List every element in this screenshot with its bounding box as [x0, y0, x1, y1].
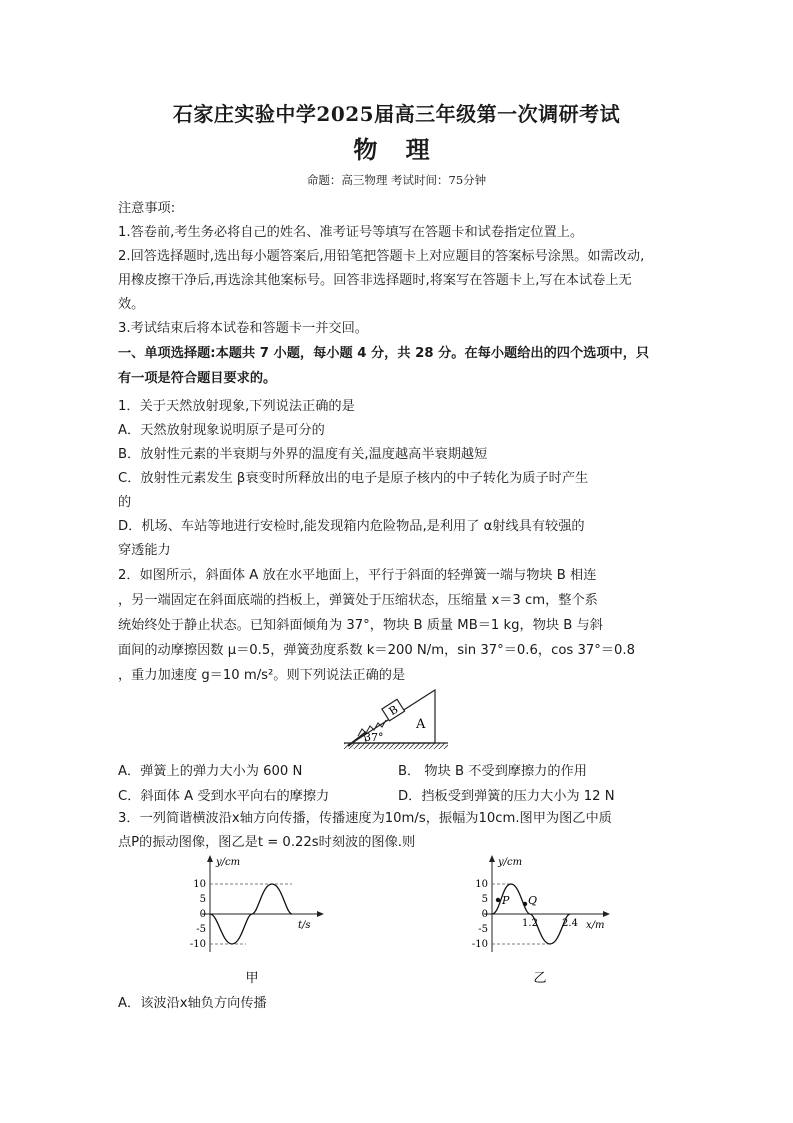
q1-option-a: A．天然放射现象说明原子是可分的 [118, 423, 325, 438]
point-p [496, 898, 500, 902]
q1-option-c-cont: 的 [118, 495, 132, 510]
y-tick: 10 [193, 879, 206, 890]
q2-stem: 统始终处于静止状态。已知斜面倾角为 37°，物块 B 质量 MB＝1 kg，物块 B 与斜 [118, 618, 603, 633]
q1-option-d-cont: 穿透能力 [118, 543, 171, 558]
q3-stem: 点P的振动图像，图乙是t = 0.22s时刻波的图像.则 [118, 835, 416, 850]
point-p-label: P [502, 894, 510, 907]
y-tick: -5 [478, 924, 488, 935]
section-heading: 有一项是符合题目要求的。 [118, 371, 277, 386]
q2-stem: ，重力加速度 g＝10 m/s²。则下列说法正确的是 [118, 668, 406, 683]
y-axis-arrow [207, 855, 213, 862]
notice-line: 用橡皮擦干净后,再选涂其他案标号。回答非选择题时,将案写在答题卡上,写在本试卷上无 [118, 273, 632, 288]
block-b [382, 699, 405, 720]
notice-line: 2.回答选择题时,选出每小题答案后,用铅笔把答题卡上对应题目的答案标号涂黑。如需改动, [118, 249, 645, 264]
graph-wave [462, 852, 622, 987]
x-axis-arrow [317, 911, 324, 917]
exam-title: 石家庄实验中学2025届高三年级第一次调研考试 [172, 102, 621, 126]
section-heading: 一、单项选择题:本题共 7 小题，每小题 4 分，共 28 分。在每小题给出的四个选项中，只 [118, 346, 650, 361]
y-tick: 0 [481, 909, 488, 920]
angle-label: 37° [364, 731, 384, 744]
notice-heading: 注意事项: [118, 201, 176, 216]
notice-line: 3.考试结束后将本试卷和答题卡一并交回。 [118, 321, 368, 336]
q2-option-c: C．斜面体 A 受到水平向右的摩擦力 [118, 789, 330, 804]
y-tick: -10 [471, 939, 488, 950]
q2-option-a: A．弹簧上的弹力大小为 600 N [118, 764, 303, 779]
q3-stem: 3．一列简谐横波沿x轴方向传播，传播速度为10m/s，振幅为10cm.图甲为图乙中质 [118, 811, 612, 826]
graph-vibration [180, 852, 330, 987]
subject-title: 物 理 [353, 135, 440, 164]
block-b-label: B [386, 702, 401, 719]
graph-caption: 乙 [533, 971, 547, 986]
q1-option-c: C．放射性元素发生 β衰变时所释放出的电子是原子核内的中子转化为质子时产生 [118, 471, 589, 486]
y-tick: -10 [189, 939, 206, 950]
y-axis-arrow [489, 855, 495, 862]
point-q [523, 902, 527, 906]
exam-meta: 命题：高三物理 考试时间：75分钟 [306, 173, 487, 187]
x-axis-label: t/s [298, 920, 311, 931]
y-tick: 0 [199, 909, 206, 920]
q2-option-b: B． 物块 B 不受到摩擦力的作用 [398, 764, 587, 779]
q2-stem: ，另一端固定在斜面底端的挡板上，弹簧处于压缩状态，压缩量 x＝3 cm，整个系 [118, 593, 598, 608]
q1-stem: 1．关于天然放射现象,下列说法正确的是 [118, 399, 355, 414]
x-axis-arrow [603, 911, 610, 917]
q1-option-d: D．机场、车站等地进行安检时,能发现箱内危险物品,是利用了 α射线具有较强的 [118, 519, 585, 534]
q1-option-b: B．放射性元素的半衰期与外界的温度有关,温度越高半衰期越短 [118, 447, 488, 462]
y-axis-label: y/cm [216, 857, 241, 868]
q3-option-a: A．该波沿x轴负方向传播 [118, 996, 267, 1011]
y-tick: 10 [475, 879, 488, 890]
point-q-label: Q [528, 894, 538, 907]
incline-figure [340, 688, 460, 752]
ground-hatch [344, 743, 448, 749]
x-tick: 2.4 [562, 918, 578, 929]
y-tick: 5 [481, 894, 488, 905]
y-axis-label: y/cm [498, 857, 523, 868]
block-a-label: A [416, 717, 426, 732]
y-tick: 5 [199, 894, 206, 905]
q2-option-d: D．挡板受到弹簧的压力大小为 12 N [398, 789, 615, 804]
graph-caption: 甲 [245, 971, 259, 986]
notice-line: 效。 [118, 297, 145, 312]
notice-line: 1.答卷前,考生务必将自己的姓名、准考证号等填写在答题卡和试卷指定位置上。 [118, 225, 584, 240]
x-tick: 1.2 [522, 918, 538, 929]
y-tick: -5 [196, 924, 206, 935]
q2-stem: 面间的动摩擦因数 μ＝0.5，弹簧劲度系数 k＝200 N/m，sin 37°＝0.6，cos 37°＝0.8 [118, 643, 635, 658]
q2-stem: 2．如图所示，斜面体 A 放在水平地面上，平行于斜面的轻弹簧一端与物块 B 相连 [118, 568, 597, 583]
x-axis-label: x/m [586, 920, 605, 931]
